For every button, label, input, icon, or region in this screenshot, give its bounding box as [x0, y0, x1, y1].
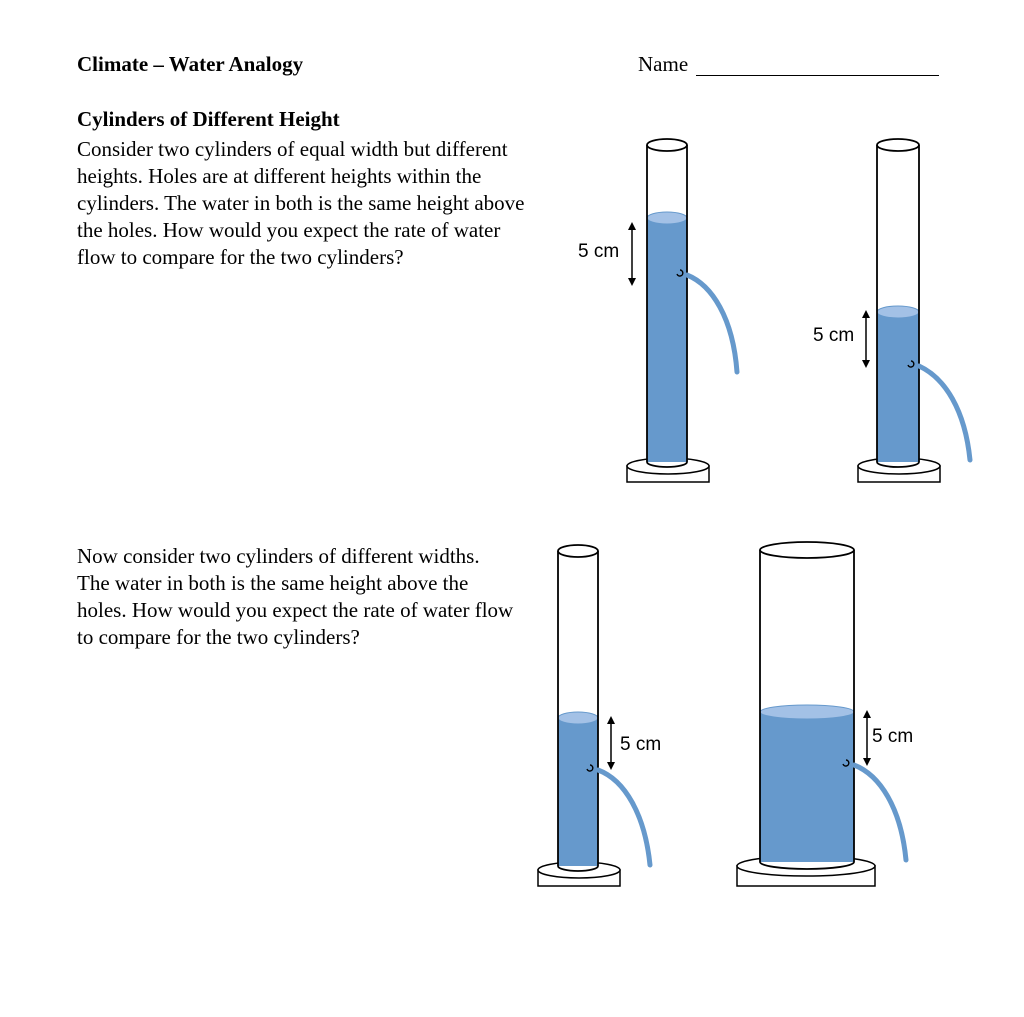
water-stream	[854, 765, 906, 860]
cylinder-tall-low-hole	[813, 139, 970, 482]
section-heading: Cylinders of Different Height	[77, 107, 340, 131]
water-surface	[760, 705, 854, 719]
water-surface	[558, 712, 598, 724]
height-label: 5 cm	[620, 734, 662, 755]
water-stream	[919, 366, 970, 460]
water-surface	[877, 306, 919, 318]
water-stream	[598, 770, 650, 865]
water-column	[760, 712, 854, 862]
water-column	[877, 312, 919, 462]
height-label: 5 cm	[578, 241, 620, 262]
question-2-text: Now consider two cylinders of different widths. The water in both is the same height above the holes. How would you expect the rate of water flow to compare for the two cylinders?	[77, 544, 514, 649]
cylinder-tall-high-hole	[578, 139, 737, 482]
water-stream	[687, 275, 737, 372]
page-title: Climate – Water Analogy	[77, 52, 304, 76]
height-label: 5 cm	[872, 726, 914, 747]
name-label: Name	[638, 52, 689, 76]
question-1-text: Consider two cylinders of equal width but different heights. Holes are at different heights within the cylinders. The water in both is the same height above the holes. How would you expect the rate of water flow to compare for the two cylinders?	[77, 137, 525, 269]
water-column	[647, 218, 687, 462]
cylinder-narrow	[538, 545, 661, 886]
height-label: 5 cm	[813, 325, 855, 346]
water-column	[558, 718, 598, 866]
cylinder-wide	[737, 542, 913, 886]
water-surface	[647, 212, 687, 224]
